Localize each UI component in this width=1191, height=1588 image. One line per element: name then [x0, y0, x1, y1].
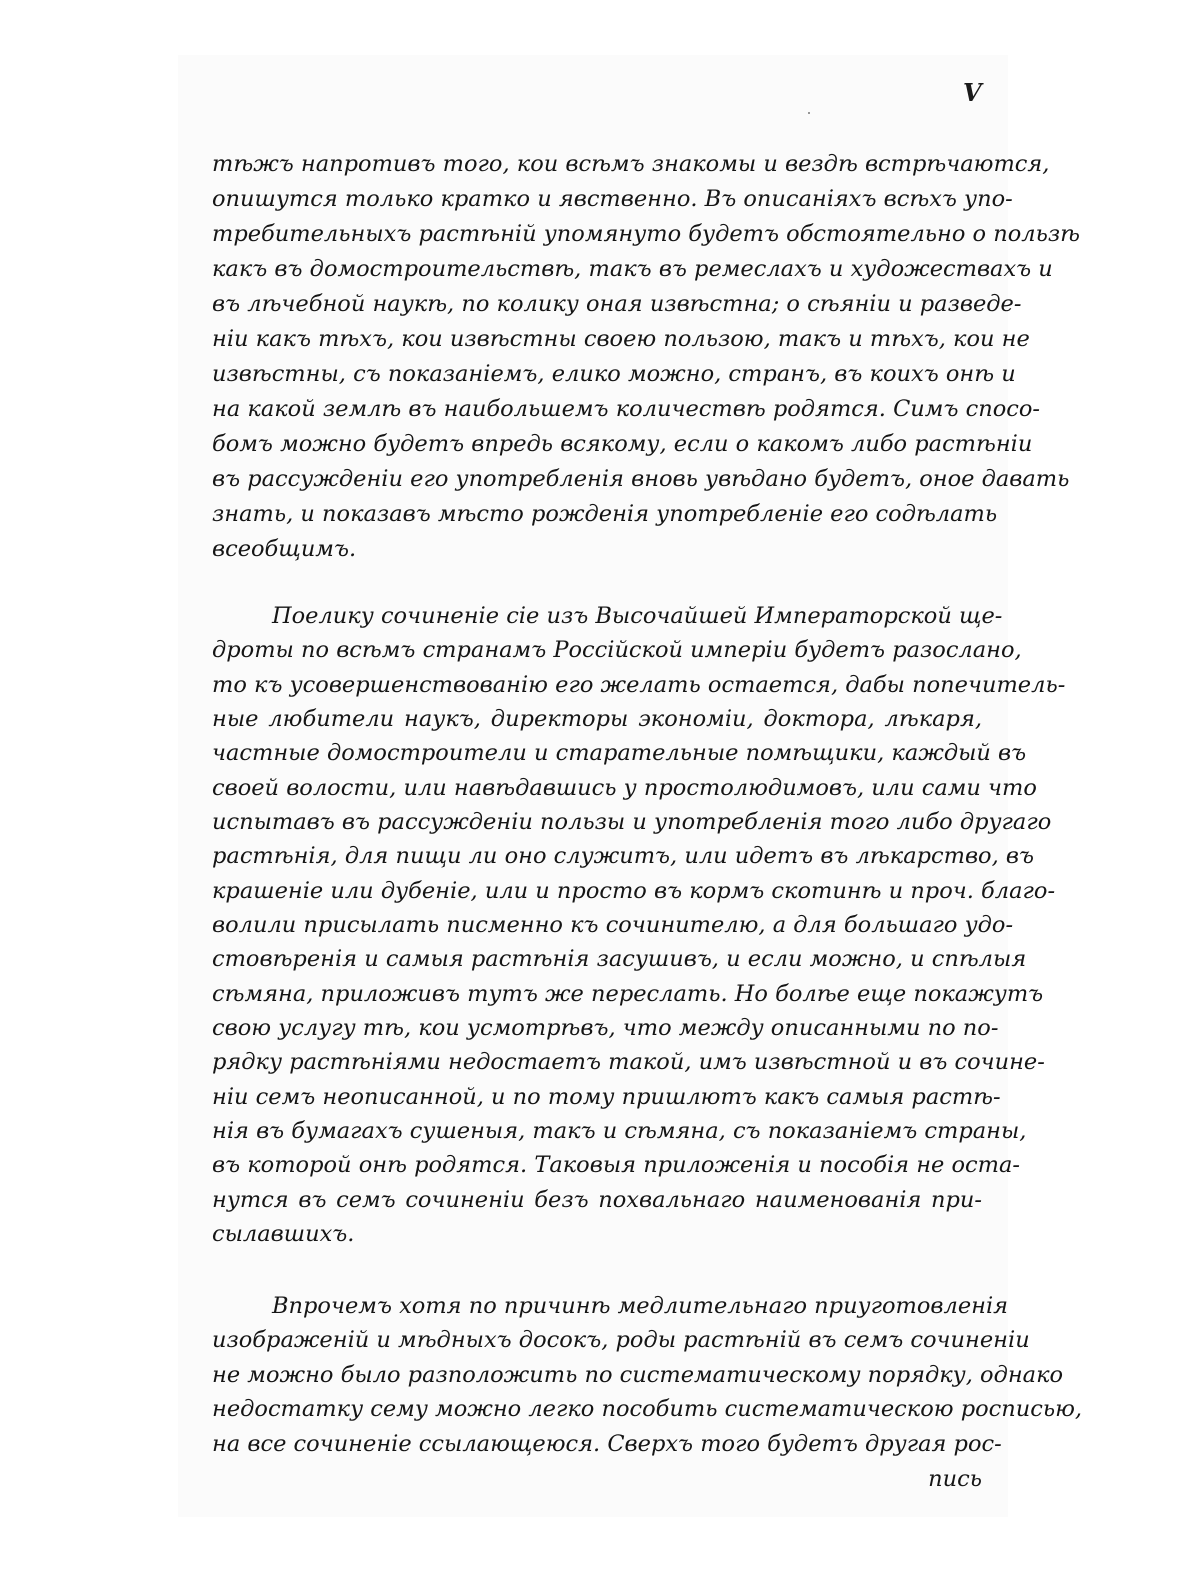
text-line: стовѣренiя и самыя растѣнiя засушивъ, и если можно, и спѣлыя	[212, 946, 1027, 972]
text-line: сѣмяна, приложивъ тутъ же переслать. Но болѣе еще покажутъ	[212, 981, 1044, 1007]
text-line: на все сочиненiе ссылающеюся. Сверхъ того будетъ другая рос-	[212, 1431, 1002, 1457]
ink-speck	[808, 112, 810, 114]
text-line: нiи какъ тѣхъ, кои извѣстны своею пользою, такъ и тѣхъ, кои не	[212, 326, 1030, 352]
text-line: Впрочемъ хотя по причинѣ медлительнаго приуготовленiя	[272, 1293, 1009, 1319]
text-line: бомъ можно будетъ впредь всякому, если о какомъ либо растѣнiи	[212, 431, 1033, 457]
text-line: требительныхъ растѣнiй упомянуто будетъ обстоятельно о пользѣ	[212, 221, 1080, 247]
text-line: своей волости, или навѣдавшись у простолюдимовъ, или сами что	[212, 775, 1037, 801]
text-line: Поелику сочиненiе сiе изъ Высочайшей Императорской ще-	[272, 603, 1003, 629]
catchword: пись	[928, 1466, 982, 1492]
text-line: извѣстны, съ показанiемъ, елико можно, странъ, въ коихъ онѣ и	[212, 361, 1016, 387]
page-number: V	[963, 78, 982, 107]
text-line: на какой землѣ въ наибольшемъ количествѣ родятся. Симъ спосо-	[212, 396, 1040, 422]
text-line: не можно было разположить по систематическому порядку, однако	[212, 1362, 1064, 1388]
text-line: частные домостроители и старательные помѣщики, каждый въ	[212, 740, 1027, 766]
text-line: волили присылать писменно къ сочинителю, а для большаго удо-	[212, 912, 1014, 938]
text-line: ные любители наукъ, директоры экономiи, доктора, лѣкаря,	[212, 706, 982, 732]
text-line: дроты по всѣмъ странамъ Россiйской имперiи будетъ разослано,	[212, 637, 1022, 663]
text-line: въ рассужденiи его употребленiя вновь увѣдано будетъ, оное давать	[212, 466, 1070, 492]
text-line: изображенiй и мѣдныхъ досокъ, роды растѣнiй въ семъ сочиненiи	[212, 1327, 1030, 1353]
text-line: крашенiе или дубенiе, или и просто въ кормъ скотинѣ и проч. благо-	[212, 878, 1056, 904]
text-line: то къ усовершенствованiю его желать остается, дабы попечитель-	[212, 672, 1066, 698]
text-line: въ которой онѣ родятся. Таковыя приложенiя и пособiя не оста-	[212, 1152, 1021, 1178]
text-line: знать, и показавъ мѣсто рожденiя употребленiе его содѣлать	[212, 501, 998, 527]
text-line: опишутся только кратко и явственно. Въ описанiяхъ всѣхъ упо-	[212, 186, 1013, 212]
text-line: нiя въ бумагахъ сушеныя, такъ и сѣмяна, съ показанiемъ страны,	[212, 1118, 1027, 1144]
text-line: тѣжъ напротивъ того, кои всѣмъ знакомы и вездѣ встрѣчаются,	[212, 151, 1050, 177]
text-line: нутся въ семъ сочиненiи безъ похвальнаго наименованiя при-	[212, 1187, 982, 1213]
text-line: какъ въ домостроительствѣ, такъ въ ремеслахъ и художествахъ и	[212, 256, 1053, 282]
text-line: сылавшихъ.	[212, 1221, 355, 1247]
text-line: недостатку сему можно легко пособить систематическою росписью,	[212, 1396, 1083, 1422]
text-line: въ лѣчебной наукѣ, по колику оная извѣстна; о сѣянiи и разведе-	[212, 291, 1022, 317]
text-line: нiи семъ неописанной, и по тому пришлютъ какъ самыя растѣ-	[212, 1084, 1001, 1110]
text-line: испытавъ въ рассужденiи пользы и употребленiя того либо другаго	[212, 809, 1052, 835]
text-line: свою услугу тѣ, кои усмотрѣвъ, что между описанными по по-	[212, 1015, 999, 1041]
text-line: всеобщимъ.	[212, 536, 357, 562]
text-line: рядку растѣнiями недостаетъ такой, имъ извѣстной и въ сочине-	[212, 1049, 1045, 1075]
text-line: растѣнiя, для пищи ли оно служитъ, или идетъ въ лѣкарство, въ	[212, 843, 1034, 869]
